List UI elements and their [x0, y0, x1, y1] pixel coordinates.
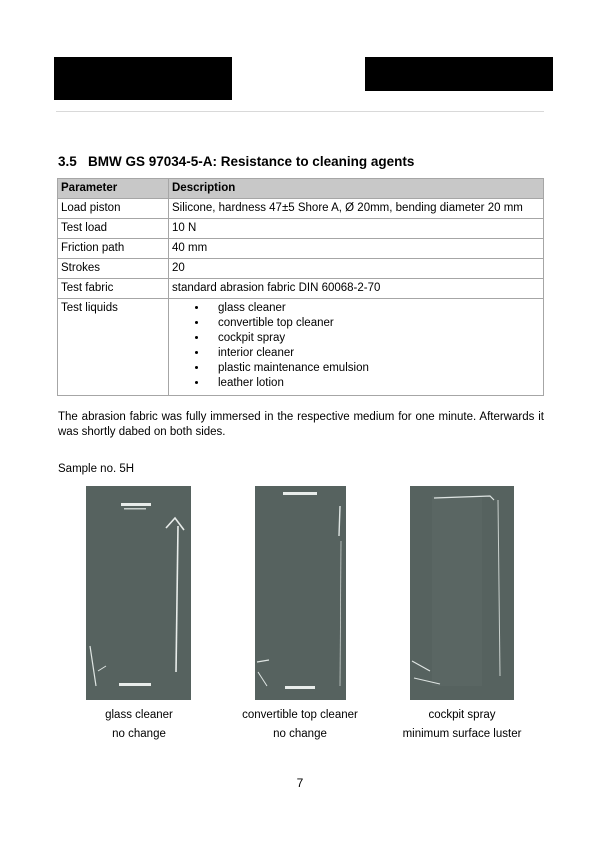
header-parameter: Parameter — [58, 179, 169, 199]
liquids-list — [172, 301, 540, 393]
row-parameter: Friction path — [58, 239, 169, 259]
header-description: Description — [169, 179, 544, 199]
row-parameter: Load piston — [58, 199, 169, 219]
redacted-logo-left — [54, 57, 232, 100]
header-divider — [56, 111, 544, 112]
list-item: • leather lotion — [208, 376, 540, 391]
row-description: 40 mm — [169, 239, 544, 259]
sample-label: Sample no. 5H — [58, 463, 135, 475]
parameter-table — [57, 178, 544, 396]
procedure-paragraph: The abrasion fabric was fully immersed in the respective medium for one minute. Afterwards it was shortly dabed on both sides. — [58, 411, 544, 438]
page-number: 7 — [296, 776, 304, 790]
sample-photo-cockpit-spray — [410, 486, 514, 700]
table-row — [58, 199, 544, 219]
sample-caption-result: minimum surface luster — [402, 728, 522, 740]
row-description — [169, 299, 544, 396]
row-description: 10 N — [169, 219, 544, 239]
table-row — [58, 279, 544, 299]
row-parameter: Test liquids — [58, 299, 169, 396]
table-row — [58, 239, 544, 259]
section-number: 3.5 — [58, 154, 77, 169]
list-item: • glass cleaner — [208, 301, 540, 316]
row-parameter: Test fabric — [58, 279, 169, 299]
row-description: 20 — [169, 259, 544, 279]
row-description: Silicone, hardness 47±5 Shore A, Ø 20mm, bending diameter 20 mm — [169, 199, 544, 219]
redacted-logo-right — [365, 57, 553, 91]
section-heading: BMW GS 97034-5-A: Resistance to cleaning agents — [88, 154, 415, 169]
list-item: • convertible top cleaner — [208, 316, 540, 331]
row-parameter: Test load — [58, 219, 169, 239]
sample-caption-name: cockpit spray — [428, 709, 496, 721]
sample-caption-result: no change — [273, 728, 327, 740]
sample-photo-convertible-top-cleaner — [255, 486, 346, 700]
table-header-row — [58, 179, 544, 199]
section-title — [58, 154, 414, 169]
table-row — [58, 259, 544, 279]
list-item: • plastic maintenance emulsion — [208, 361, 540, 376]
sample-caption-name: glass cleaner — [105, 709, 173, 721]
table-row — [58, 219, 544, 239]
table-row — [58, 299, 544, 396]
sample-photo-glass-cleaner — [86, 486, 191, 700]
row-parameter: Strokes — [58, 259, 169, 279]
row-description: standard abrasion fabric DIN 60068-2-70 — [169, 279, 544, 299]
list-item: • interior cleaner — [208, 346, 540, 361]
sample-caption-name: convertible top cleaner — [242, 709, 358, 721]
sample-caption-result: no change — [112, 728, 166, 740]
list-item: • cockpit spray — [208, 331, 540, 346]
